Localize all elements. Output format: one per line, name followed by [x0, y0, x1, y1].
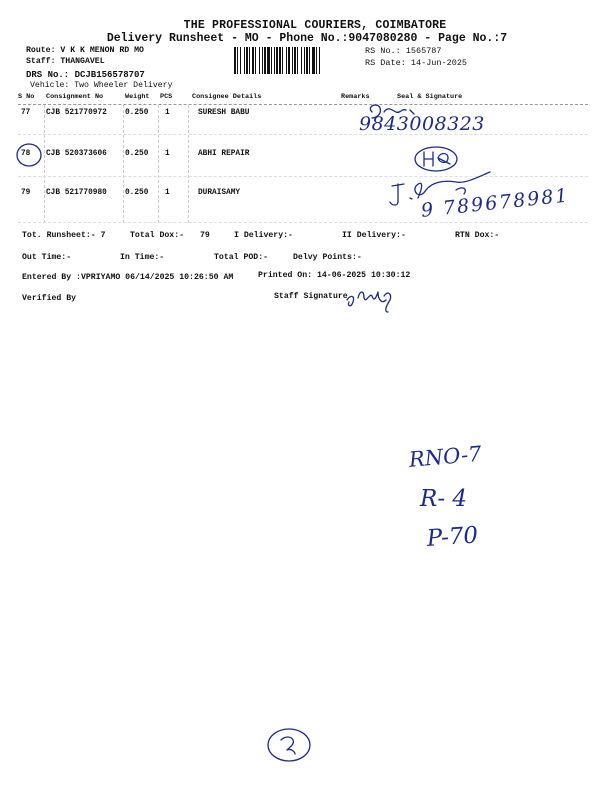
row-sno: 78: [21, 150, 31, 158]
handwritten-note: R- 4: [420, 486, 468, 512]
drs-number: DRS No.: DCJB156578707: [26, 70, 145, 80]
out-time-label: Out Time:-: [22, 253, 72, 262]
i-delivery-label: I Delivery:-: [234, 231, 293, 240]
handwritten-phone: 9843008323: [359, 113, 485, 135]
circle-mark: [17, 144, 41, 166]
total-pod-label: Total POD:-: [214, 253, 269, 262]
row-consignee: ABHI REPAIR: [198, 150, 250, 158]
staff-signature-mark: [347, 292, 391, 312]
row-consignee: SURESH BABU: [198, 109, 250, 117]
in-time-label: In Time:-: [120, 253, 165, 262]
total-dox-label: Total Dox:-: [130, 231, 185, 240]
document-title: THE PROFESSIONAL COURIERS, COIMBATORE: [183, 19, 447, 32]
tot-runsheet: Tot. Runsheet:- 7: [22, 231, 106, 240]
row-consignee: DURAISAMY: [198, 189, 241, 197]
circle-mark: [268, 729, 310, 761]
handwritten-phone: 9 789678981: [420, 184, 571, 222]
handwritten-note: P-70: [426, 522, 479, 552]
entered-by: Entered By :VPRIYAMO 06/14/2025 10:26:50 AM: [22, 273, 234, 282]
col-sno: S No: [18, 93, 35, 101]
col-remarks: Remarks: [341, 93, 370, 101]
rs-number: RS No.: 1565787: [365, 46, 442, 56]
vehicle-label: Vehicle: Two Wheeler Delivery: [30, 81, 173, 90]
staff-signature-label: Staff Signature: [274, 292, 348, 301]
delvy-points-label: Delvy Points:-: [293, 253, 362, 262]
handwritten-note: RNO-7: [408, 441, 483, 472]
col-consignee: Consignee Details: [192, 93, 262, 101]
row-weight: 0.250: [125, 109, 149, 117]
row-sno: 79: [21, 189, 31, 197]
row-consignment: CJB 520373606: [46, 150, 107, 158]
route-label: Route: V K K MENON RD MO: [26, 46, 144, 55]
col-seal-signature: Seal & Signature: [397, 93, 463, 101]
rs-date: RS Date: 14-Jun-2025: [365, 58, 468, 68]
verified-by-label: Verified By: [22, 294, 77, 303]
row-pcs: 1: [165, 150, 170, 158]
rtn-dox-label: RTN Dox:-: [455, 231, 500, 240]
ii-delivery-label: II Delivery:-: [342, 231, 406, 240]
row-weight: 0.250: [125, 150, 149, 158]
col-pcs: PCS: [160, 93, 173, 101]
staff-label: Staff: THANGAVEL: [26, 57, 105, 66]
row-pcs: 1: [165, 189, 170, 197]
col-consignment: Consignment No: [46, 93, 104, 101]
row-weight: 0.250: [125, 189, 149, 197]
row-sno: 77: [21, 109, 31, 117]
row-consignment: CJB 521770972: [46, 109, 107, 117]
col-weight: Weight: [125, 93, 150, 101]
row-consignment: CJB 521770980: [46, 189, 107, 197]
total-dox-value: 79: [200, 231, 210, 240]
row-pcs: 1: [165, 109, 170, 117]
printed-on: Printed On: 14-06-2025 10:30:12: [258, 271, 411, 280]
seal-stamp: [415, 147, 457, 171]
runsheet-subtitle: Delivery Runsheet - MO - Phone No.:9047080280 - Page No.:7: [106, 32, 508, 45]
